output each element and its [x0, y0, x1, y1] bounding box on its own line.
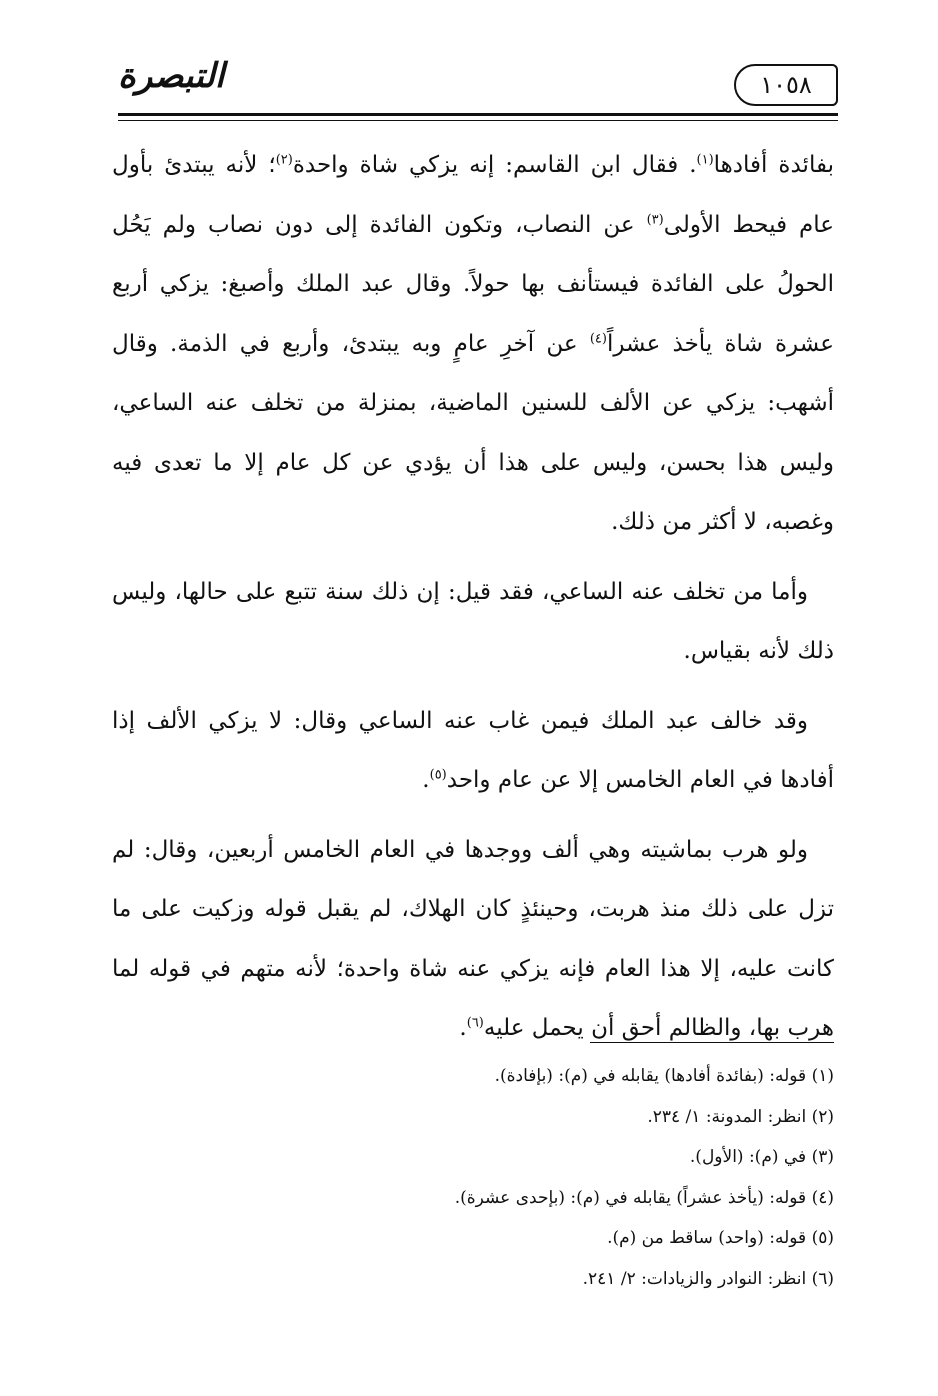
page-number-badge: ١٠٥٨ — [734, 64, 838, 106]
text-run: عن النصاب، وتكون الفائدة إلى دون نصاب ولم يَحُل الحولُ على الفائدة فيستأنف بها حولاً. وقال عبد الملك وأصبغ: يزكي أربع عشرة شاة يأخذ عشراً — [112, 211, 834, 357]
footnote: (٦) انظر: النوادر والزيادات: ٢/ ٢٤١. — [582, 1268, 834, 1289]
text-run: . فقال ابن القاسم: إنه يزكي شاة واحدة — [292, 152, 697, 178]
paragraph — [112, 563, 834, 682]
footnote: (٢) انظر: المدونة: ١/ ٢٣٤. — [647, 1106, 834, 1127]
footnote-ref: (٤) — [589, 330, 607, 346]
text-run: بفائدة أفادها — [713, 152, 834, 178]
page-header — [118, 54, 838, 116]
footnote-ref: (٦) — [466, 1015, 484, 1031]
footnote-ref: (٣) — [646, 211, 664, 227]
text-run: . — [459, 1015, 467, 1041]
book-title: التبصرة — [118, 56, 225, 96]
text-run: ؛ لأنه يبتدئ بأول عام فيحط الأولى — [112, 152, 834, 238]
paragraph — [112, 821, 834, 1059]
text-run: وأما من تخلف عنه الساعي، فقد قيل: إن ذلك سنة تتبع على حالها، وليس ذلك لأنه بقياس. — [112, 578, 834, 664]
footnote-separator — [590, 1042, 834, 1043]
footnote: (٥) قوله: (واحد) ساقط من (م). — [607, 1228, 834, 1248]
paragraph — [112, 692, 834, 811]
text-run: عن آخرِ عامٍ وبه يبتدئ، وأربع في الذمة. وقال أشهب: يزكي عن الألف للسنين الماضية، بمنزلة من تخلف عنه الساعي، وليس هذا بحسن، وليس على هذا أن يؤدي عن كل عام إلا ما تعدى فيه وغصبه، لا أكثر من ذلك. — [112, 330, 834, 535]
text-run: ولو هرب بماشيته وهي ألف ووجدها في العام الخامس أربعين، وقال: لم تزل على ذلك منذ هربت، وحينئذٍ كان الهلاك، لم يقبل قوله وزكيت على ما كانت عليه، إلا هذا العام فإنه يزكي عنه شاة واحدة؛ لأنه متهم في قوله لما هرب بها، والظالم أحق أن يحمل عليه — [112, 836, 834, 1041]
footnote-ref: (١) — [696, 152, 714, 168]
text-run: . — [422, 767, 430, 793]
header-rule — [118, 113, 838, 116]
footnote-ref: (٥) — [429, 767, 447, 783]
footnote: (١) قوله: (بفائدة أفادها) يقابله في (م): (بإفادة). — [494, 1066, 834, 1086]
footnote: (٤) قوله: (يأخذ عشراً) يقابله في (م): (بإحدى عشرة). — [454, 1187, 834, 1208]
footnotes — [112, 1056, 834, 1299]
footnote: (٣) في (م): (الأول). — [689, 1147, 834, 1167]
footnote-ref: (٢) — [275, 152, 293, 168]
paragraph — [112, 136, 834, 553]
main-text — [112, 136, 834, 1069]
text-run: وقد خالف عبد الملك فيمن غاب عنه الساعي وقال: لا يزكي الألف إذا أفادها في العام الخامس إلا عن عام واحد — [112, 707, 834, 793]
header-rule-thin — [118, 120, 838, 121]
